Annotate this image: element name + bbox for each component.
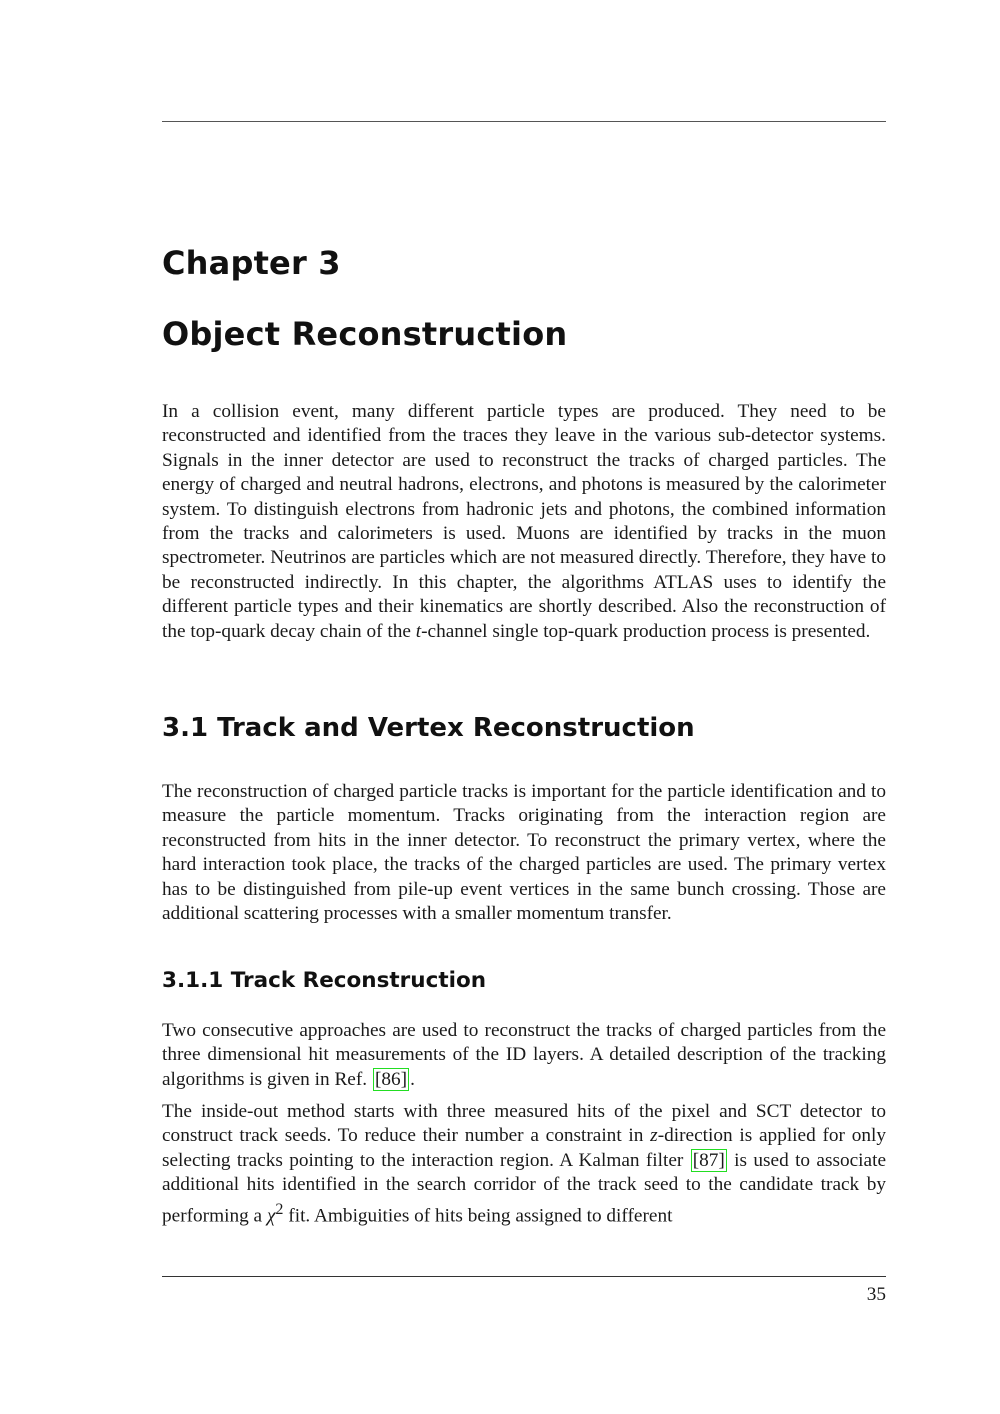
t-channel-symbol: t (415, 620, 422, 642)
chapter-label: Chapter 3 (162, 244, 341, 282)
subsection-p2-text-4: fit. Ambiguities of hits being assigned to different (283, 1205, 673, 1227)
chi-exponent: 2 (275, 1200, 284, 1218)
intro-text-1: In a collision event, many different particle types are produced. They need to be reconstructed and identified from the traces they leave in the various sub-detector systems. Signals in the inner detector are used to reconstruct the tracks of charged particles. The energy of charged and neutral hadrons, electrons, and photons is measured by the calorimeter system. To distinguish electrons from hadronic jets and photons, the combined information from the tracks and calorimeters is used. Muons are identified by tracks in the muon spectrometer. Neutrinos are particles which are not measured directly. Therefore, they have to be reconstructed indirectly. In this chapter, the algorithms ATLAS uses to identify the different particle types and their kinematics are shortly described. Also the reconstruction of the top-quark decay chain of the (162, 401, 886, 642)
chi-symbol: χ (266, 1205, 276, 1227)
subsection-p2-text-1: The inside-out method starts with three measured hits of the pixel and SCT detector to construct track seeds. To reduce their number a constraint in (162, 1101, 886, 1147)
footer-rule (162, 1276, 886, 1277)
intro-text-2: -channel single top-quark production process is presented. (421, 620, 871, 642)
subsection-paragraph-2 (162, 1100, 886, 1228)
subsection-p1-text-1: Two consecutive approaches are used to reconstruct the tracks of charged particles from the three dimensional hit measurements of the ID layers. A detailed description of the tracking algorithms is given in Ref. (162, 1020, 886, 1090)
subsection-heading: 3.1.1 Track Reconstruction (162, 968, 487, 993)
header-rule (162, 121, 886, 122)
subsection-paragraph-1 (162, 1019, 886, 1092)
z-symbol: z (650, 1125, 658, 1147)
subsection-p2-text-3: is used to associate additional hits identified in the search corridor of the track seed to the candidate track by performing a (162, 1149, 887, 1227)
section-heading: 3.1 Track and Vertex Reconstruction (162, 713, 695, 743)
citation-link-86[interactable]: [86] (374, 1068, 408, 1090)
citation-link-87[interactable]: [87] (692, 1149, 725, 1171)
subsection-p2-text-2: -direction is applied for only selecting tracks pointing to the interaction region. A Kalman filter (162, 1125, 886, 1171)
intro-paragraph (162, 400, 886, 644)
chapter-title: Object Reconstruction (162, 315, 568, 353)
page-number: 35 (866, 1284, 886, 1305)
subsection-p1-text-2: . (410, 1068, 415, 1090)
section-paragraph: The reconstruction of charged particle tracks is important for the particle identification and to measure the particle momentum. Tracks originating from the interaction region are reconstructed from hits in the inner detector. To reconstruct the primary vertex, where the hard interaction took place, the tracks of the charged particles are used. The primary vertex has to be distinguished from pile-up event vertices in the same bunch crossing. Those are additional scattering processes with a smaller momentum transfer. (162, 781, 886, 925)
